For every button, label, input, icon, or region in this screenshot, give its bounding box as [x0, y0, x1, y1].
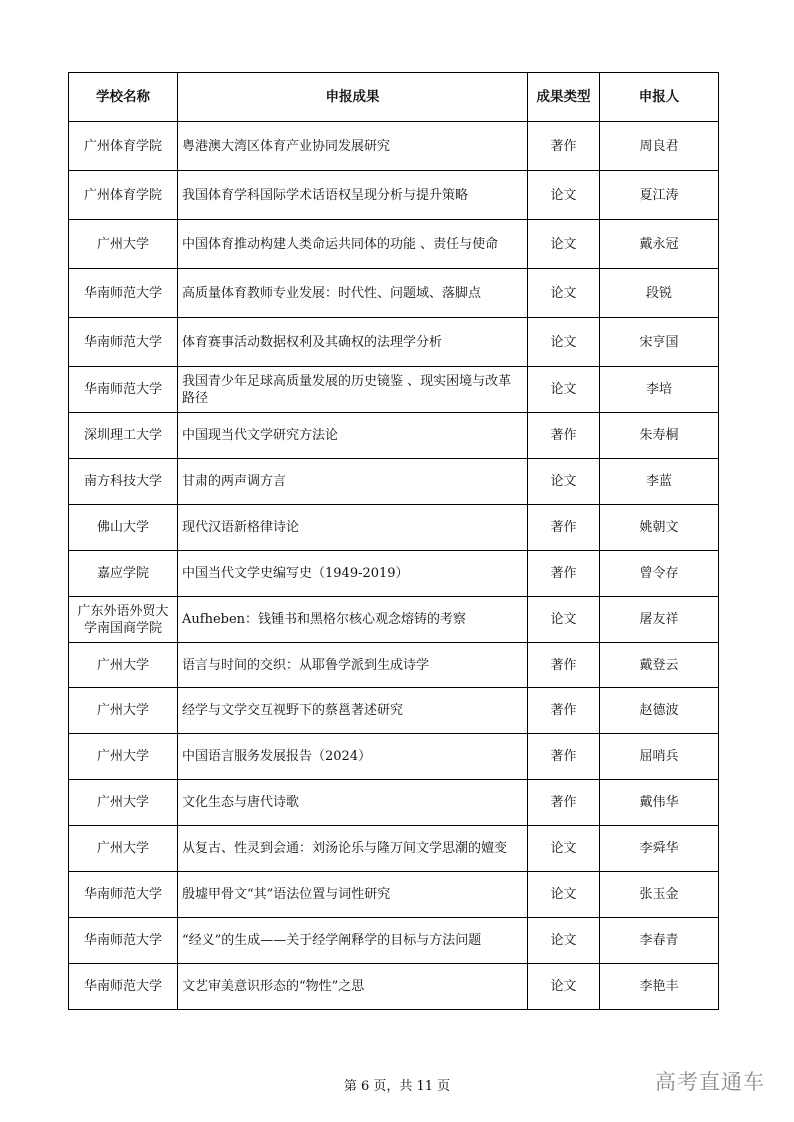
type-cell: 论文: [528, 964, 600, 1010]
school-cell: 广州大学: [69, 826, 178, 872]
school-cell: 佛山大学: [69, 505, 178, 551]
type-cell: 论文: [528, 318, 600, 367]
school-cell: 华南师范大学: [69, 918, 178, 964]
type-cell: 著作: [528, 505, 600, 551]
table-row: [69, 505, 719, 551]
watermark-text: 高考直通车: [655, 1070, 765, 1094]
type-cell: 论文: [528, 220, 600, 269]
table-row: [69, 918, 719, 964]
person-cell: 夏江涛: [600, 171, 719, 220]
person-cell: 戴永冠: [600, 220, 719, 269]
table-row: [69, 269, 719, 318]
type-cell: 论文: [528, 918, 600, 964]
school-cell: 华南师范大学: [69, 964, 178, 1010]
type-cell: 著作: [528, 413, 600, 459]
person-cell: 李培: [600, 367, 719, 413]
table-row: [69, 122, 719, 171]
header-school: 学校名称: [69, 73, 178, 122]
school-cell: 深圳理工大学: [69, 413, 178, 459]
title-cell: Aufheben：钱锺书和黑格尔核心观念熔铸的考察: [178, 597, 528, 643]
person-cell: 周良君: [600, 122, 719, 171]
person-cell: 段锐: [600, 269, 719, 318]
header-person: 申报人: [600, 73, 719, 122]
table-row: [69, 171, 719, 220]
type-cell: 著作: [528, 643, 600, 688]
school-cell: 广州大学: [69, 734, 178, 780]
school-cell: 广州大学: [69, 688, 178, 734]
table-header-row: [69, 73, 719, 122]
title-cell: 中国现当代文学研究方法论: [178, 413, 528, 459]
title-cell: 语言与时间的交织：从耶鲁学派到生成诗学: [178, 643, 528, 688]
school-cell: 华南师范大学: [69, 269, 178, 318]
table-row: [69, 643, 719, 688]
header-type: 成果类型: [528, 73, 600, 122]
type-cell: 论文: [528, 872, 600, 918]
table-row: [69, 551, 719, 597]
title-cell: 体育赛事活动数据权利及其确权的法理学分析: [178, 318, 528, 367]
table-row: [69, 964, 719, 1010]
type-cell: 著作: [528, 688, 600, 734]
table-row: [69, 826, 719, 872]
title-cell: 中国当代文学史编写史（1949-2019）: [178, 551, 528, 597]
person-cell: 李春青: [600, 918, 719, 964]
person-cell: 李艳丰: [600, 964, 719, 1010]
table-row: [69, 367, 719, 413]
type-cell: 论文: [528, 826, 600, 872]
title-cell: 殷墟甲骨文“其”语法位置与词性研究: [178, 872, 528, 918]
school-cell: 华南师范大学: [69, 318, 178, 367]
school-cell: 广州大学: [69, 780, 178, 826]
title-cell: 经学与文学交互视野下的蔡邕著述研究: [178, 688, 528, 734]
title-cell: 从复古、性灵到会通：刘汤论乐与隆万间文学思潮的嬗变: [178, 826, 528, 872]
school-cell: 广州体育学院: [69, 171, 178, 220]
table-row: [69, 780, 719, 826]
school-cell: 广州体育学院: [69, 122, 178, 171]
results-table: [68, 72, 719, 1010]
type-cell: 著作: [528, 551, 600, 597]
person-cell: 屠友祥: [600, 597, 719, 643]
person-cell: 宋亨国: [600, 318, 719, 367]
title-cell: 高质量体育教师专业发展：时代性、问题域、落脚点: [178, 269, 528, 318]
type-cell: 著作: [528, 122, 600, 171]
person-cell: 李蓝: [600, 459, 719, 505]
school-cell: 广东外语外贸大学南国商学院: [69, 597, 178, 643]
title-cell: 甘肃的两声调方言: [178, 459, 528, 505]
type-cell: 论文: [528, 367, 600, 413]
person-cell: 李舜华: [600, 826, 719, 872]
title-cell: 中国体育推动构建人类命运共同体的功能 、责任与使命: [178, 220, 528, 269]
person-cell: 赵德波: [600, 688, 719, 734]
school-cell: 华南师范大学: [69, 872, 178, 918]
type-cell: 论文: [528, 597, 600, 643]
table-row: [69, 872, 719, 918]
person-cell: 朱寿桐: [600, 413, 719, 459]
type-cell: 著作: [528, 734, 600, 780]
person-cell: 姚朝文: [600, 505, 719, 551]
table-row: [69, 318, 719, 367]
person-cell: 戴登云: [600, 643, 719, 688]
table-row: [69, 734, 719, 780]
school-cell: 华南师范大学: [69, 367, 178, 413]
person-cell: 曾令存: [600, 551, 719, 597]
title-cell: 中国语言服务发展报告（2024）: [178, 734, 528, 780]
title-cell: 现代汉语新格律诗论: [178, 505, 528, 551]
table-row: [69, 220, 719, 269]
person-cell: 戴伟华: [600, 780, 719, 826]
header-title: 申报成果: [178, 73, 528, 122]
title-cell: 文艺审美意识形态的“物性”之思: [178, 964, 528, 1010]
title-cell: 文化生态与唐代诗歌: [178, 780, 528, 826]
school-cell: 南方科技大学: [69, 459, 178, 505]
title-cell: “经义”的生成——关于经学阐释学的目标与方法问题: [178, 918, 528, 964]
title-cell: 我国体育学科国际学术话语权呈现分析与提升策略: [178, 171, 528, 220]
person-cell: 屈哨兵: [600, 734, 719, 780]
school-cell: 广州大学: [69, 643, 178, 688]
person-cell: 张玉金: [600, 872, 719, 918]
title-cell: 粤港澳大湾区体育产业协同发展研究: [178, 122, 528, 171]
table-row: [69, 688, 719, 734]
type-cell: 论文: [528, 269, 600, 318]
page-number: 第 6 页，共 11 页: [343, 1079, 451, 1094]
type-cell: 论文: [528, 459, 600, 505]
school-cell: 嘉应学院: [69, 551, 178, 597]
table-row: [69, 459, 719, 505]
table-row: [69, 597, 719, 643]
table-row: [69, 413, 719, 459]
school-cell: 广州大学: [69, 220, 178, 269]
type-cell: 论文: [528, 171, 600, 220]
title-cell: 我国青少年足球高质量发展的历史镜鉴 、现实困境与改革路径: [178, 367, 528, 413]
type-cell: 著作: [528, 780, 600, 826]
